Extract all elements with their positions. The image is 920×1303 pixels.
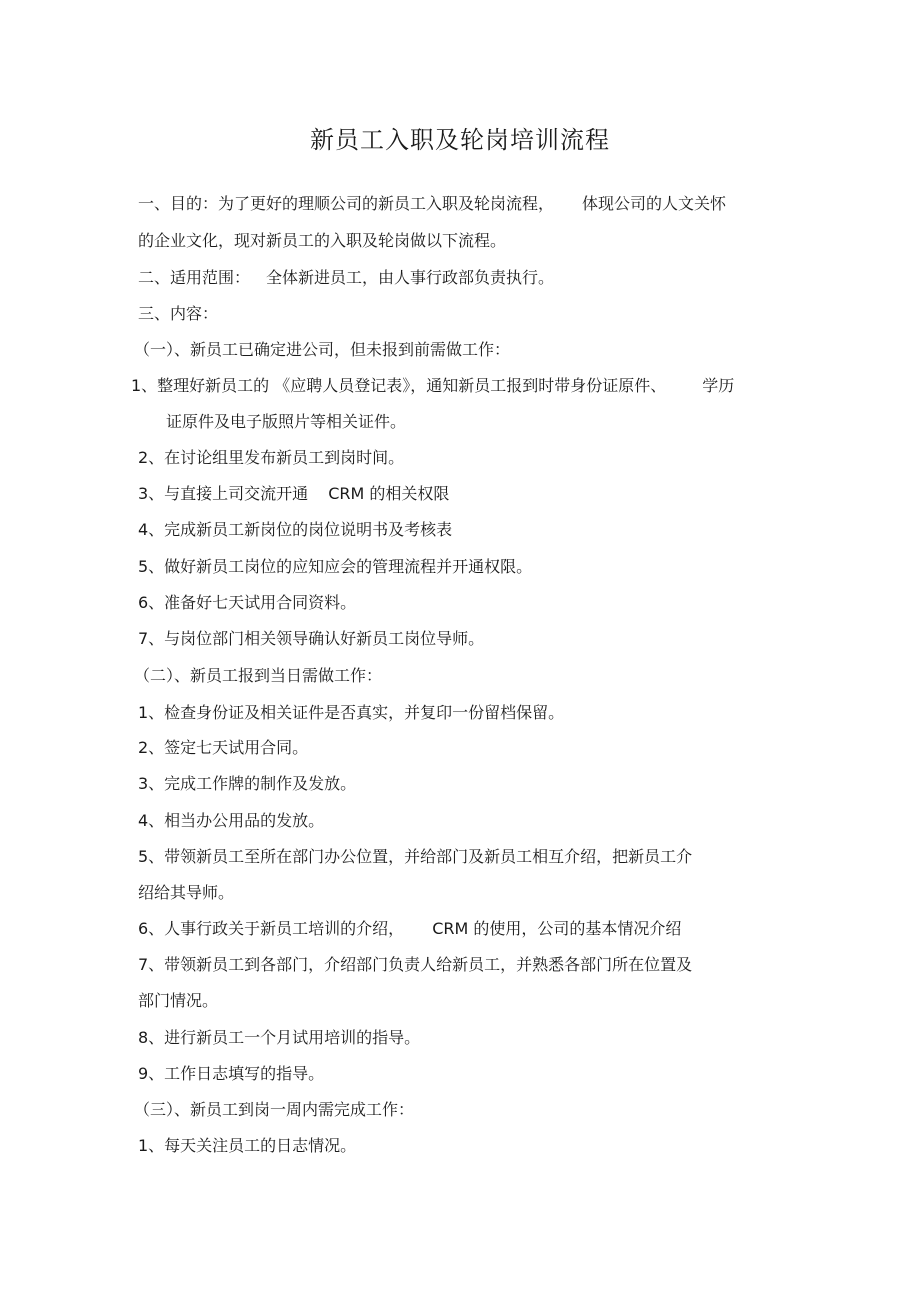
section-1-item-1 xyxy=(131,376,734,396)
scope-line xyxy=(138,268,554,288)
purpose-line-1 xyxy=(138,194,726,214)
item-6-text-b: CRM 的使用，公司的基本情况介绍 xyxy=(432,919,682,938)
section-2-item-7: 7、带领新员工到各部门，介绍部门负责人给新员工，并熟悉各部门所在位置及 xyxy=(138,955,693,974)
content-heading: 三、内容： xyxy=(138,304,219,323)
section-2-item-3: 3、完成工作牌的制作及发放。 xyxy=(138,774,357,793)
section-1-item-1-cont: 证原件及电子版照片等相关证件。 xyxy=(166,412,407,431)
section-2-item-5-cont: 绍给其导师。 xyxy=(138,883,235,902)
item-3-text-a: 3、与直接上司交流开通 xyxy=(138,484,309,503)
section-2-item-9: 9、工作日志填写的指导。 xyxy=(138,1064,325,1083)
section-1-item-7: 7、与岗位部门相关领导确认好新员工岗位导师。 xyxy=(138,629,485,648)
scope-label: 二、适用范围： xyxy=(138,268,251,287)
purpose-text-b: 体现公司的人文关怀 xyxy=(582,194,727,213)
section-2-item-7-cont: 部门情况。 xyxy=(138,991,219,1010)
section-2-item-5: 5、带领新员工至所在部门办公位置，并给部门及新员工相互介绍，把新员工介 xyxy=(138,847,693,866)
section-2-item-8: 8、进行新员工一个月试用培训的指导。 xyxy=(138,1028,421,1047)
section-1-item-5: 5、做好新员工岗位的应知应会的管理流程并开通权限。 xyxy=(138,557,533,576)
section-2-heading: （二）、新员工报到当日需做工作： xyxy=(134,666,383,685)
section-1-item-3 xyxy=(138,484,449,504)
section-2-item-2: 2、签定七天试用合同。 xyxy=(138,738,309,757)
item-3-text-b: CRM 的相关权限 xyxy=(328,484,450,503)
section-2-item-4: 4、相当办公用品的发放。 xyxy=(138,811,325,830)
section-1-item-2: 2、在讨论组里发布新员工到岗时间。 xyxy=(138,448,405,467)
item-1-text-b: 学历 xyxy=(702,376,735,395)
page-title: 新员工入职及轮岗培训流程 xyxy=(310,126,610,154)
section-1-heading: （一）、新员工已确定进公司，但未报到前需做工作： xyxy=(134,340,511,359)
section-1-item-4: 4、完成新员工新岗位的岗位说明书及考核表 xyxy=(138,520,453,539)
purpose-line-2: 的企业文化，现对新员工的入职及轮岗做以下流程。 xyxy=(138,231,507,250)
section-2-item-6 xyxy=(138,919,681,939)
item-6-text-a: 6、人事行政关于新员工培训的介绍， xyxy=(138,919,405,938)
section-2-item-1: 1、检查身份证及相关证件是否真实，并复印一份留档保留。 xyxy=(138,703,565,722)
section-3-heading: （三）、新员工到岗一周内需完成工作： xyxy=(134,1100,415,1119)
purpose-text-a: 一、目的：为了更好的理顺公司的新员工入职及轮岗流程， xyxy=(138,194,555,213)
section-3-item-1: 1、每天关注员工的日志情况。 xyxy=(138,1136,357,1155)
item-1-text-a: 1、整理好新员工的 《应聘人员登记表》，通知新员工报到时带身份证原件、 xyxy=(131,376,667,395)
section-1-item-6: 6、准备好七天试用合同资料。 xyxy=(138,593,357,612)
scope-text: 全体新进员工，由人事行政部负责执行。 xyxy=(266,268,555,287)
